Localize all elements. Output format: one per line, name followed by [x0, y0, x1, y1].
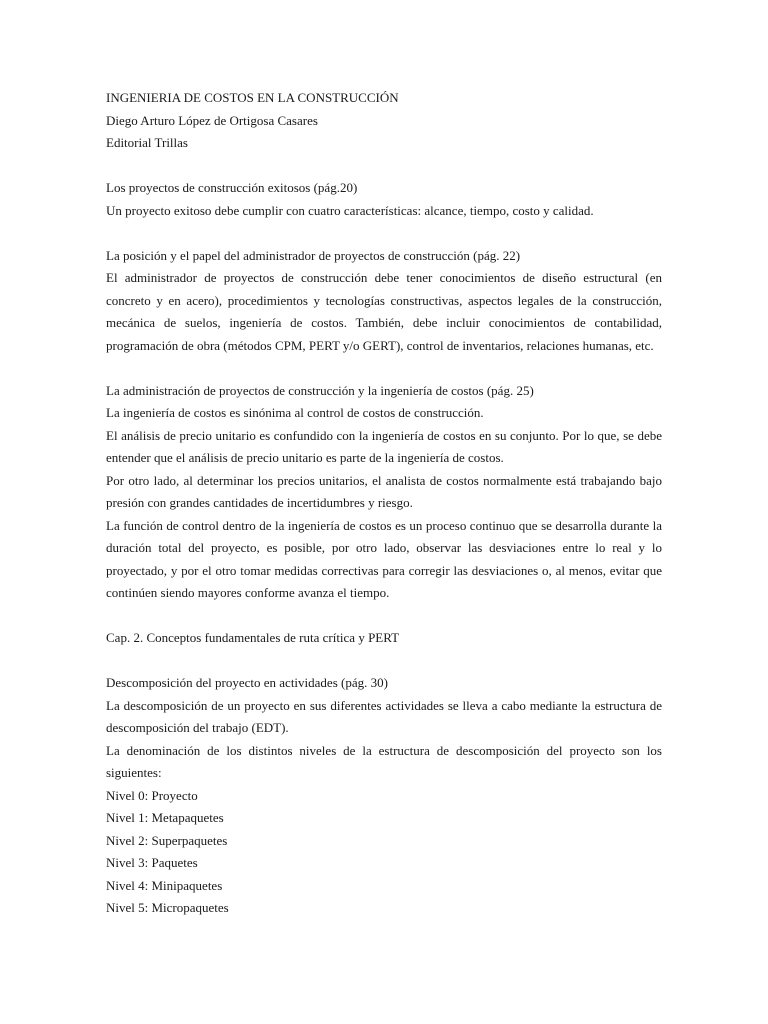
level-item: Nivel 0: Proyecto: [106, 787, 198, 803]
section-decomposition: [106, 672, 662, 920]
paragraph: La ingeniería de costos es sinónima al control de costos de construcción.: [106, 405, 484, 420]
section-cost-engineering: [106, 380, 662, 605]
section-administrator-role: [106, 245, 662, 358]
chapter-heading-block: [106, 627, 662, 650]
paragraph: La función de control dentro de la ingeniería de costos es un proceso continuo que se desarrolla durante la duración total del proyecto, es posible, por otro lado, observar las desviaciones entre lo real y lo proyectado, y por el otro tomar medidas correctivas para corregir las desviaciones o, al menos, evitar que continúen siendo mayores conforme avanza el tiempo.: [106, 517, 662, 600]
section-heading: Descomposición del proyecto en actividades (pág. 30): [106, 675, 388, 690]
document-page: [106, 87, 662, 942]
level-item: Nivel 5: Micropaquetes: [106, 900, 229, 915]
paragraph: Un proyecto exitoso debe cumplir con cuatro características: alcance, tiempo, costo y calidad.: [106, 202, 594, 218]
book-reference: [106, 87, 662, 155]
section-heading: Los proyectos de construcción exitosos (pág.20): [106, 180, 358, 195]
book-author: Diego Arturo López de Ortigosa Casares: [106, 112, 318, 128]
level-item: Nivel 4: Minipaquetes: [106, 877, 223, 893]
chapter-heading: Cap. 2. Conceptos fundamentales de ruta crítica y PERT: [106, 630, 400, 645]
book-title: INGENIERIA DE COSTOS EN LA CONSTRUCCIÓN: [106, 90, 399, 105]
paragraph: La descomposición de un proyecto en sus diferentes actividades se lleva a cabo mediante la estructura de descomposición del trabajo (EDT).: [106, 697, 662, 735]
level-item: Nivel 3: Paquetes: [106, 855, 198, 870]
level-item: Nivel 2: Superpaquetes: [106, 832, 228, 848]
paragraph: Por otro lado, al determinar los precios unitarios, el analista de costos normalmente está trabajando bajo presión con grandes cantidades de incertidumbres y riesgo.: [106, 472, 662, 510]
paragraph: El administrador de proyectos de construcción debe tener conocimientos de diseño estructural (en concreto y en acero), procedimientos y tecnologías constructivas, aspectos legales de la construcción, mecánica de suelos, ingeniería de costos. También, debe incluir conocimientos de contabilidad, programación de obra (métodos CPM, PERT y/o GERT), control de inventarios, relaciones humanas, etc.: [106, 270, 662, 353]
section-heading: La administración de proyectos de construcción y la ingeniería de costos (pág. 25): [106, 382, 534, 398]
book-publisher: Editorial Trillas: [106, 135, 188, 150]
section-successful-projects: [106, 177, 662, 222]
section-heading: La posición y el papel del administrador de proyectos de construcción (pág. 22): [106, 247, 521, 263]
paragraph: La denominación de los distintos niveles de la estructura de descomposición del proyecto son los siguientes:: [106, 742, 662, 780]
paragraph: El análisis de precio unitario es confundido con la ingeniería de costos en su conjunto. Por lo que, se debe entender que el análisis de precio unitario es parte de la ingeniería de costos.: [106, 427, 662, 465]
level-item: Nivel 1: Metapaquetes: [106, 810, 224, 825]
